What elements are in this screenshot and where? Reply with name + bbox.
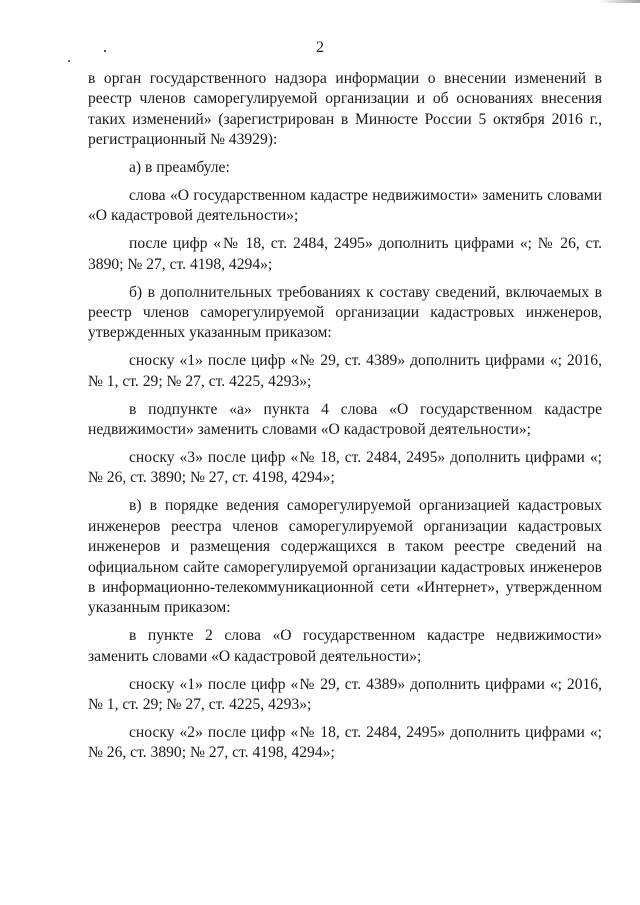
paragraph-item-v: в) в порядке ведения саморегулируемой организацией кадастровых инженеров реестра членов саморегулируемой организации кадастровых инженеров и размещения содержащихся в таком реестре сведений на официальном сайте саморегулируемой организации кадастровых инженеров в информационно-телекоммуникационной сети «Интернет», утвержденном указанным приказом:	[88, 497, 602, 617]
paragraph-digits-addition: после цифр «№ 18, ст. 2484, 2495» дополнить цифрами «; № 26, ст. 3890; № 27, ст. 4198, 4294»;	[88, 235, 602, 273]
paragraph-subitem-a-point-4: в подпункте «а» пункта 4 слова «О государственном кадастре недвижимости» заменить словами «О кадастровой деятельности»;	[88, 400, 602, 439]
paragraph-footnote-2: сноску «2» после цифр «№ 18, ст. 2484, 2495» дополнить цифрами «; № 26, ст. 3890; № 27, ст. 4198, 4294»;	[88, 723, 602, 762]
document-body	[88, 69, 602, 771]
paragraph-item-a: а) в преамбуле:	[129, 159, 230, 177]
scan-edge-mark	[598, 0, 640, 3]
paragraph-footnote-1: сноску «1» после цифр «№ 29, ст. 4389» дополнить цифрами «; 2016, № 1, ст. 29; № 27, ст. 4225, 4293»;	[88, 352, 602, 390]
paragraph-continuation: в орган государственного надзора информации о внесении изменений в реестр членов саморегулируемой организации и об основаниях внесения таких изменений» (зарегистрирован в Минюсте России 5 октября 2016 г., регистрационный № 43929):	[88, 70, 602, 149]
paragraph-point-2: в пункте 2 слова «О государственном кадастре недвижимости» заменить словами «О кадастровой деятельности»;	[88, 627, 602, 665]
paragraph-footnote-3: сноску «3» после цифр «№ 18, ст. 2484, 2495» дополнить цифрами «; № 26, ст. 3890; № 27, ст. 4198, 4294»;	[88, 449, 602, 487]
paragraph-footnote-1-second: сноску «1» после цифр «№ 29, ст. 4389» дополнить цифрами «; 2016, № 1, ст. 29; № 27, ст. 4225, 4293»;	[88, 675, 602, 713]
page-number: 2	[316, 39, 324, 56]
scan-speck	[68, 60, 70, 62]
paragraph-words-replacement: слова «О государственном кадастре недвижимости» заменить словами «О кадастровой деятельности»;	[88, 187, 602, 225]
paragraph-item-b: б) в дополнительных требованиях к составу сведений, включаемых в реестр членов саморегулируемой организации кадастровых инженеров, утвержденных указанным приказом:	[88, 283, 602, 342]
